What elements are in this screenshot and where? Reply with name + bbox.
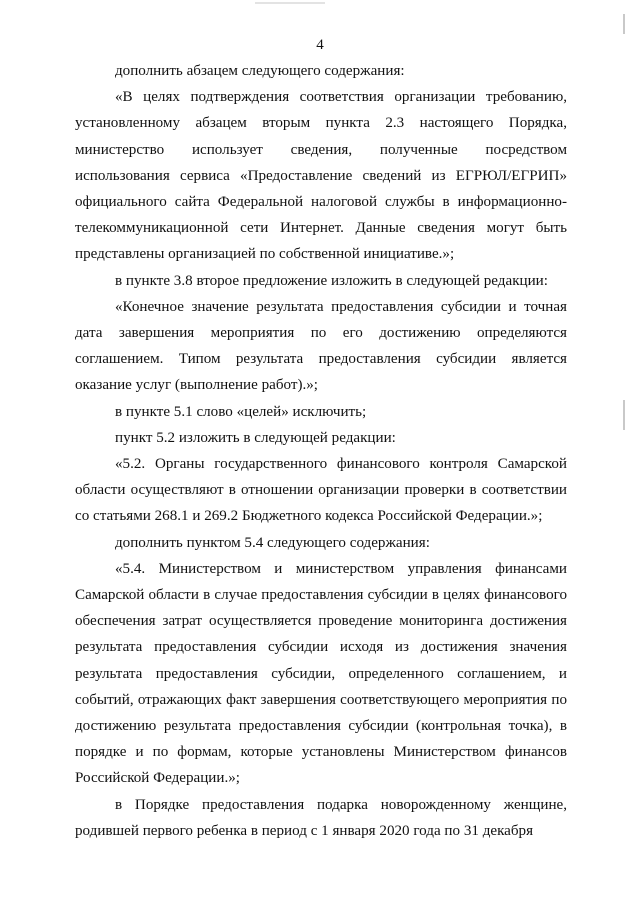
paragraph: «5.2. Органы государственного финансового контроля Самарской области осуществляют в отношении организации проверки в соответствии со статьями 268.1 и 269.2 Бюджетного кодекса Российской Федерации.»; (75, 456, 567, 525)
scan-edge-mark (623, 14, 625, 34)
scan-artifact (255, 2, 325, 4)
paragraph: в Порядке предоставления подарка новорожденному женщине, родившей первого ребенка в период с 1 января 2020 года по 31 декабря (75, 796, 567, 839)
paragraph: дополнить абзацем следующего содержания: (115, 63, 405, 79)
paragraph: «Конечное значение результата предоставления субсидии и точная дата завершения мероприятия по его достижению определяются соглашением. Типом результата предоставления субсидии является оказание услуг (выполнение работ).»; (75, 298, 567, 394)
page-number: 4 (316, 37, 324, 53)
paragraph: в пункте 3.8 второе предложение изложить в следующей редакции: (115, 272, 548, 289)
paragraph: дополнить пунктом 5.4 следующего содержания: (115, 534, 430, 551)
paragraph: в пункте 5.1 слово «целей» исключить; (115, 403, 367, 420)
paragraph: пункт 5.2 изложить в следующей редакции: (115, 429, 396, 446)
paragraph: «В целях подтверждения соответствия организации требованию, установленному абзацем вторым пункта 2.3 настоящего Порядка, министерство использует сведения, полученные посредством использования сервиса «Предоставление сведений из ЕГРЮЛ/ЕГРИП» официального сайта Федеральной налоговой службы в информационно-телекоммуникационной сети Интернет. Данные сведения могут быть представлены организацией по собственной инициативе.»; (75, 89, 567, 263)
scan-edge-mark (623, 400, 625, 430)
document-body (75, 58, 567, 844)
paragraph: «5.4. Министерством и министерством управления финансами Самарской области в случае предоставления субсидии в целях финансового обеспечения затрат осуществляется проведение мониторинга достижения результата предоставления субсидии исходя из достижения значения результата предоставления субсидии, определенного соглашением, и событий, отражающих факт завершения соответствующего мероприятия по достижению результата предоставления субсидии (контрольная точка), в порядке и по формам, которые установлены Министерством финансов Российской Федерации.»; (75, 560, 567, 787)
